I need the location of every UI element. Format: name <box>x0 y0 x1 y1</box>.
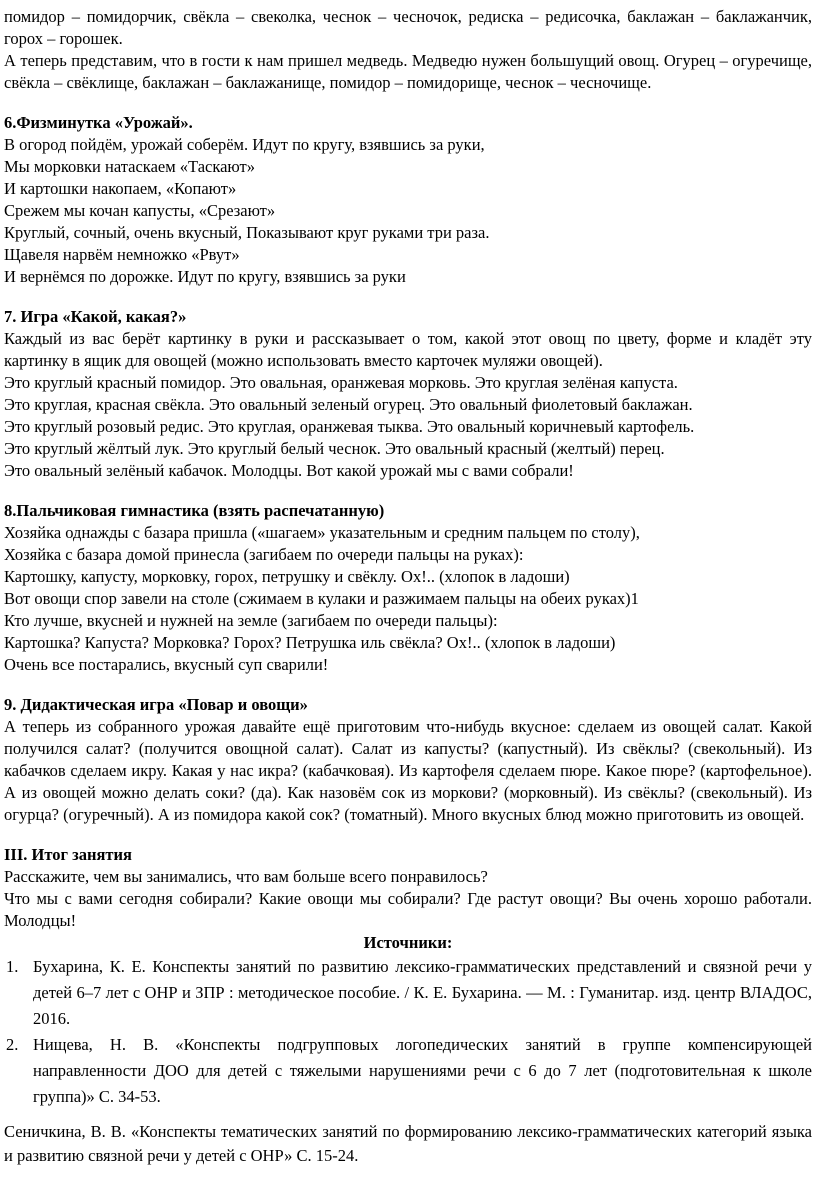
paragraph: Картошка? Капуста? Морковка? Горох? Петрушка иль свёкла? Ох!.. (хлопок в ладоши) <box>4 633 616 652</box>
paragraph: Что мы с вами сегодня собирали? Какие овощи мы собирали? Где растут овощи? Вы очень хорошо работали. Молодцы! <box>4 889 812 930</box>
paragraph: Щавеля нарвём немножко «Рвут» <box>4 245 240 264</box>
blank-line <box>4 482 812 500</box>
source-list-item <box>4 1032 812 1110</box>
list-number: 1. <box>6 957 19 976</box>
section-heading: 9. Дидактическая игра «Повар и овощи» <box>4 695 308 714</box>
paragraph: Кто лучше, вкусней и нужней на земле (загибаем по очереди пальцы): <box>4 611 498 630</box>
paragraph: Хозяйка однажды с базара пришла («шагаем» указательным и средним пальцем по столу), <box>4 523 640 542</box>
paragraph: Это круглая, красная свёкла. Это овальный зеленый огурец. Это овальный фиолетовый баклажан. <box>4 395 693 414</box>
section-heading: 7. Игра «Какой, какая?» <box>4 307 187 326</box>
paragraph: А теперь представим, что в гости к нам пришел медведь. Медведю нужен большущий овощ. Огурец – огуречище, свёкла – свёклище, баклажан – баклажанище, помидор – помидорище, чеснок – чесночище. <box>4 51 812 92</box>
section-heading: Источники: <box>363 933 453 952</box>
section-heading: III. Итог занятия <box>4 845 132 864</box>
list-text: Нищева, Н. В. «Конспекты подгрупповых логопедических занятий в группе компенсирующей направленности ДОО для детей с тяжелыми нарушениями речи с 6 до 7 лет (подготовительная к школе группа)» С. 34-53. <box>33 1035 812 1106</box>
blank-line <box>4 676 812 694</box>
paragraph: И вернёмся по дорожке. Идут по кругу, взявшись за руки <box>4 267 406 286</box>
list-number: 2. <box>6 1035 19 1054</box>
paragraph: А теперь из собранного урожая давайте ещё приготовим что-нибудь вкусное: сделаем из овощей салат. Какой получился салат? (получится овощной салат). Салат из капусты? (капустный). Из свёклы? (свекольный). Из кабачков сделаем икру. Какая у нас икра? (кабачковая). Из картофеля сделаем пюре. Какое пюре? (картофельное). А из овощей можно делать соки? (да). Как назовём сок из моркови? (морковный). Из свёклы? (свекольный). Из огурца? (огуречный). А из помидора какой сок? (томатный). Много вкусных блюд можно приготовить из овощей. <box>4 717 812 824</box>
paragraph: Мы морковки натаскаем «Таскают» <box>4 157 256 176</box>
section-heading: 6.Физминутка «Урожай». <box>4 113 193 132</box>
paragraph: Это овальный зелёный кабачок. Молодцы. Вот какой урожай мы с вами собрали! <box>4 461 574 480</box>
list-text: Бухарина, К. Е. Конспекты занятий по развитию лексико-грамматических представлений и связной речи у детей 6–7 лет с ОНР и ЗПР : методическое пособие. / К. Е. Бухарина. — М. : Гуманитар. изд. центр ВЛАДОС, 2016. <box>33 957 812 1028</box>
paragraph: Круглый, сочный, очень вкусный, Показывают круг руками три раза. <box>4 223 490 242</box>
source-list-item <box>4 954 812 1032</box>
document-content <box>4 6 812 1168</box>
paragraph: Это круглый розовый редис. Это круглая, оранжевая тыква. Это овальный коричневый картофель. <box>4 417 695 436</box>
blank-line <box>4 826 812 844</box>
paragraph: помидор – помидорчик, свёкла – свеколка, чеснок – чесночок, редиска – редисочка, баклажан – баклажанчик, горох – горошек. <box>4 7 812 48</box>
paragraph: Расскажите, чем вы занимались, что вам больше всего понравилось? <box>4 867 488 886</box>
paragraph: Каждый из вас берёт картинку в руки и рассказывает о том, какой этот овощ по цвету, форме и кладёт эту картинку в ящик для овощей (можно использовать вместо карточек муляжи овощей). <box>4 329 812 370</box>
paragraph: Это круглый красный помидор. Это овальная, оранжевая морковь. Это круглая зелёная капуста. <box>4 373 678 392</box>
paragraph: Вот овощи спор завели на столе (сжимаем в кулаки и разжимаем пальцы на обеих руках)1 <box>4 589 639 608</box>
paragraph: И картошки накопаем, «Копают» <box>4 179 237 198</box>
paragraph: Это круглый жёлтый лук. Это круглый белый чеснок. Это овальный красный (желтый) перец. <box>4 439 665 458</box>
paragraph: Хозяйка с базара домой принесла (загибаем по очереди пальцы на руках): <box>4 545 524 564</box>
paragraph: В огород пойдём, урожай соберём. Идут по кругу, взявшись за руки, <box>4 135 485 154</box>
paragraph: Очень все постарались, вкусный суп сварили! <box>4 655 329 674</box>
section-heading: 8.Пальчиковая гимнастика (взять распечатанную) <box>4 501 385 520</box>
paragraph: Срежем мы кочан капусты, «Срезают» <box>4 201 276 220</box>
paragraph: Картошку, капусту, морковку, горох, петрушку и свёклу. Ох!.. (хлопок в ладоши) <box>4 567 570 586</box>
blank-line <box>4 288 812 306</box>
paragraph: Сеничкина, В. В. «Конспекты тематических занятий по формированию лексико-грамматических категорий языка и развитию связной речи у детей с ОНР» С. 15-24. <box>4 1122 812 1165</box>
blank-line <box>4 94 812 112</box>
